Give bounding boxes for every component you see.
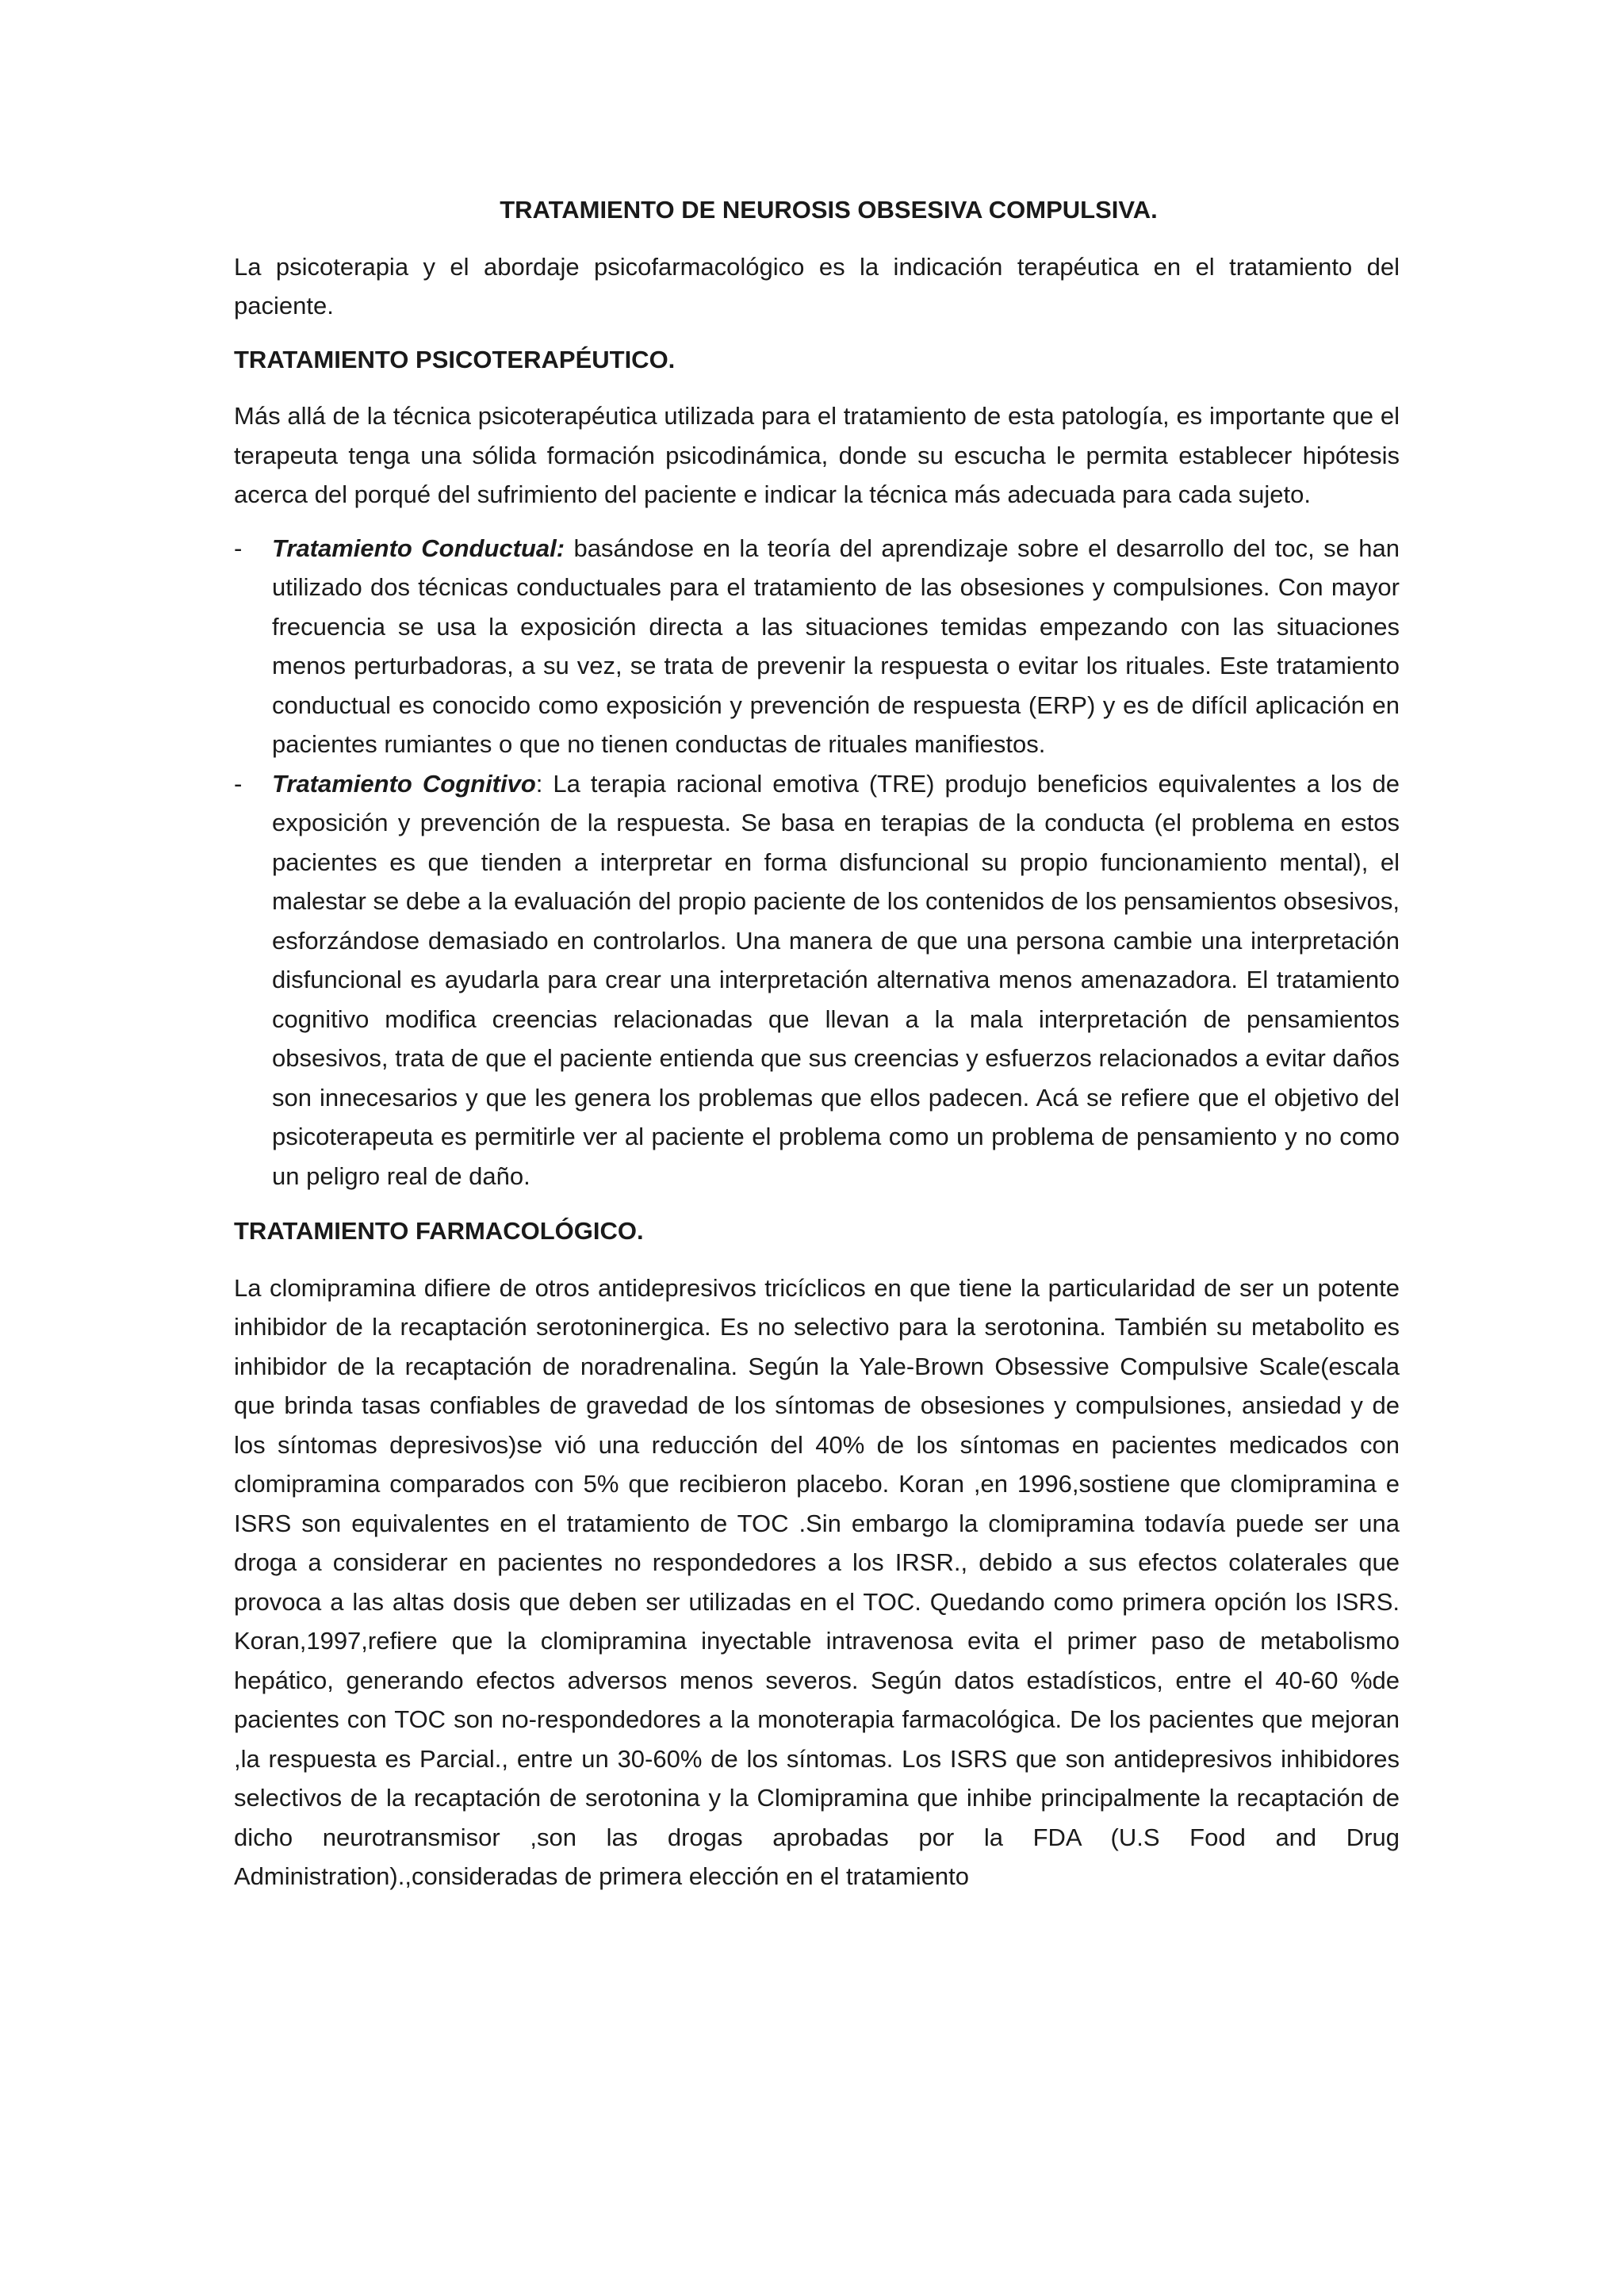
term-behavioral: Tratamiento Conductual:: [272, 534, 565, 562]
list-item-behavioral: [234, 529, 1400, 764]
document-page: [234, 190, 1400, 1911]
treatment-list: [234, 529, 1400, 1196]
pharmacological-paragraph: La clomipramina difiere de otros antidepresivos tricíclicos en que tiene la particularidad de ser un potente inhibidor de la recaptación serotoninergica. Es no selectivo para la serotonina. También su metabolito es inhibidor de la recaptación de noradrenalina. Según la Yale-Brown Obsessive Compulsive Scale(escala que brinda tasas confiables de gravedad de los síntomas de obsesiones y compulsiones, ansiedad y de los síntomas depresivos)se vió una reducción del 40% de los síntomas en pacientes medicados con clomipramina comparados con 5% que recibieron placebo. Koran ,en 1996,sostiene que clomipramina e ISRS son equivalentes en el tratamiento de TOC .Sin embargo la clomipramina todavía puede ser una droga a considerar en pacientes no respondedores a los IRSR., debido a sus efectos colaterales que provoca a las altas dosis que deben ser utilizadas en el TOC. Quedando como primera opción los ISRS. Koran,1997,refiere que la clomipramina inyectable intravenosa evita el primer paso de metabolismo hepático, generando efectos adversos menos severos. Según datos estadísticos, entre el 40-60 %de pacientes con TOC son no-respondedores a la monoterapia farmacológica. De los pacientes que mejoran ,la respuesta es Parcial., entre un 30-60% de los síntomas. Los ISRS que son antidepresivos inhibidores selectivos de la recaptación de serotonina y la Clomipramina que inhibe principalmente la recaptación de dicho neurotransmisor ,son las drogas aprobadas por la FDA (U.S Food and Drug Administration).,consideradas de primera elección en el tratamiento: [234, 1273, 1400, 1890]
psychotherapy-paragraph: Más allá de la técnica psicoterapéutica utilizada para el tratamiento de esta patología, es importante que el terapeuta tenga una sólida formación psicodinámica, donde su escucha le permita establecer hipótesis acerca del porqué del sufrimiento del paciente e indicar la técnica más adecuada para cada sujeto.: [234, 402, 1400, 508]
list-bullet: -: [234, 534, 243, 562]
term-cognitive: Tratamiento Cognitivo: [272, 769, 536, 798]
cognitive-text: : La terapia racional emotiva (TRE) produjo beneficios equivalentes a los de exposición y prevención de la respuesta. Se basa en terapias de la conducta (el problema en estos pacientes es que tienden a interpretar en forma disfuncional su propio funcionamiento mental), el malestar se debe a la evaluación del propio paciente de los contenidos de los pensamientos obsesivos, esforzándose demasiado en controlarlos. Una manera de que una persona cambie una interpretación disfuncional es ayudarla para crear una interpretación alternativa menos amenazadora. El tratamiento cognitivo modifica creencias relacionadas que llevan a la mala interpretación de pensamientos obsesivos, trata de que el paciente entienda que sus creencias y esfuerzos relacionados a evitar daños son innecesarios y que les genera los problemas que ellos padecen. Acá se refiere que el objetivo del psicoterapeuta es permitirle ver al paciente el problema como un problema de pensamiento y no como un peligro real de daño.: [272, 769, 1400, 1190]
behavioral-text: basándose en la teoría del aprendizaje sobre el desarrollo del toc, se han utilizado dos técnicas conductuales para el tratamiento de las obsesiones y compulsiones. Con mayor frecuencia se usa la exposición directa a las situaciones temidas empezando con las situaciones menos perturbadoras, a su vez, se trata de prevenir la respuesta o evitar los rituales. Este tratamiento conductual es conocido como exposición y prevención de respuesta (ERP) y es de difícil aplicación en pacientes rumiantes o que no tienen conductas de rituales manifiestos.: [272, 534, 1400, 758]
intro-paragraph: La psicoterapia y el abordaje psicofarmacológico es la indicación terapéutica en el tratamiento del paciente.: [234, 252, 1400, 320]
list-bullet: -: [234, 769, 243, 798]
pharmacological-heading: TRATAMIENTO FARMACOLÓGICO.: [234, 1217, 644, 1245]
list-item-cognitive: [234, 764, 1400, 1196]
document-title: TRATAMIENTO DE NEUROSIS OBSESIVA COMPULSIVA.: [500, 196, 1158, 224]
psychotherapy-heading: TRATAMIENTO PSICOTERAPÉUTICO.: [234, 345, 676, 373]
